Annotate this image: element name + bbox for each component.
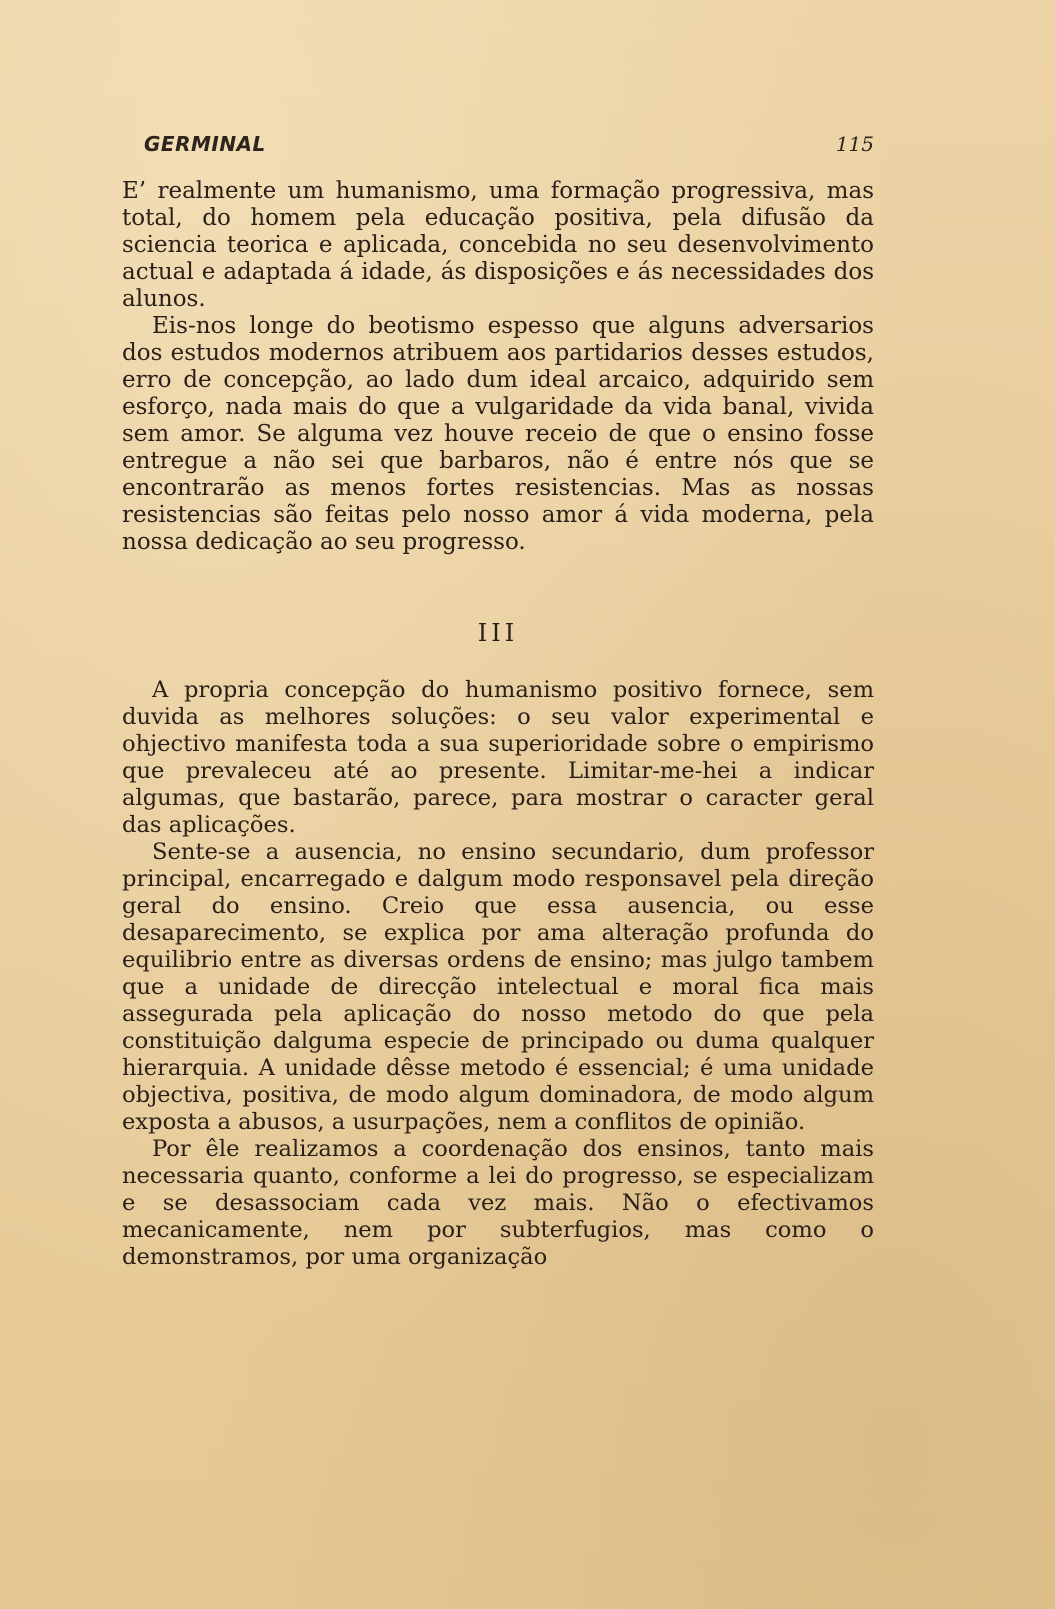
section-continuation <box>122 178 874 556</box>
paragraph: E’ realmente um humanismo, uma formação progressiva, mas total, do homem pela educação positiva, pela difusão da sciencia teorica e aplicada, concebida no seu desenvolvimento actual e adaptada á idade, ás disposições e ás necessidades dos alunos. <box>122 178 874 312</box>
page-number: 115 <box>835 132 874 156</box>
paragraph: Por êle realizamos a coordenação dos ensinos, tanto mais necessaria quanto, conforme a lei do progresso, se especializam e se desassociam cada vez mais. Não o efectivamos mecanicamente, nem por subterfugios, mas como o demonstramos, por uma organização <box>122 1136 874 1270</box>
running-title: GERMINAL <box>144 132 266 156</box>
section-iii <box>122 677 874 1271</box>
page-header <box>144 132 874 162</box>
paragraph: Eis-nos longe do beotismo espesso que alguns adversarios dos estudos modernos atribuem aos partidarios desses estudos, erro de concepção, ao lado dum ideal arcaico, adquirido sem esforço, nada mais do que a vulgaridade da vida banal, vivida sem amor. Se alguma vez houve receio de que o ensino fosse entregue a não sei que barbaros, não é entre nós que se encontrarão as menos fortes resistencias. Mas as nossas resistencias são feitas pelo nosso amor á vida moderna, pela nossa dedicação ao seu progresso. <box>122 313 874 555</box>
paragraph: A propria concepção do humanismo positivo fornece, sem duvida as melhores soluções: o seu valor experimental e ohjectivo manifesta toda a sua superioridade sobre o empirismo que prevaleceu até ao presente. Limitar-me-hei a indicar algumas, que bastarão, parece, para mostrar o caracter geral das aplicações. <box>122 677 874 838</box>
section-heading: III <box>477 619 519 647</box>
paragraph: Sente-se a ausencia, no ensino secundario, dum professor principal, encarregado e dalgum modo responsavel pela direção geral do ensino. Creio que essa ausencia, ou esse desaparecimento, se explica por ama alteração profunda do equilibrio entre as diversas ordens de ensino; mas julgo tambem que a unidade de direcção intelectual e moral fica mais assegurada pela aplicação do nosso metodo do que pela constituição dalguma especie de principado ou duma qualquer hierarquia. A unidade dêsse metodo é essencial; é uma unidade objectiva, positiva, de modo algum dominadora, de modo algum exposta a abusos, a usurpações, nem a conflitos de opinião. <box>122 839 874 1135</box>
body-text <box>122 178 874 1271</box>
